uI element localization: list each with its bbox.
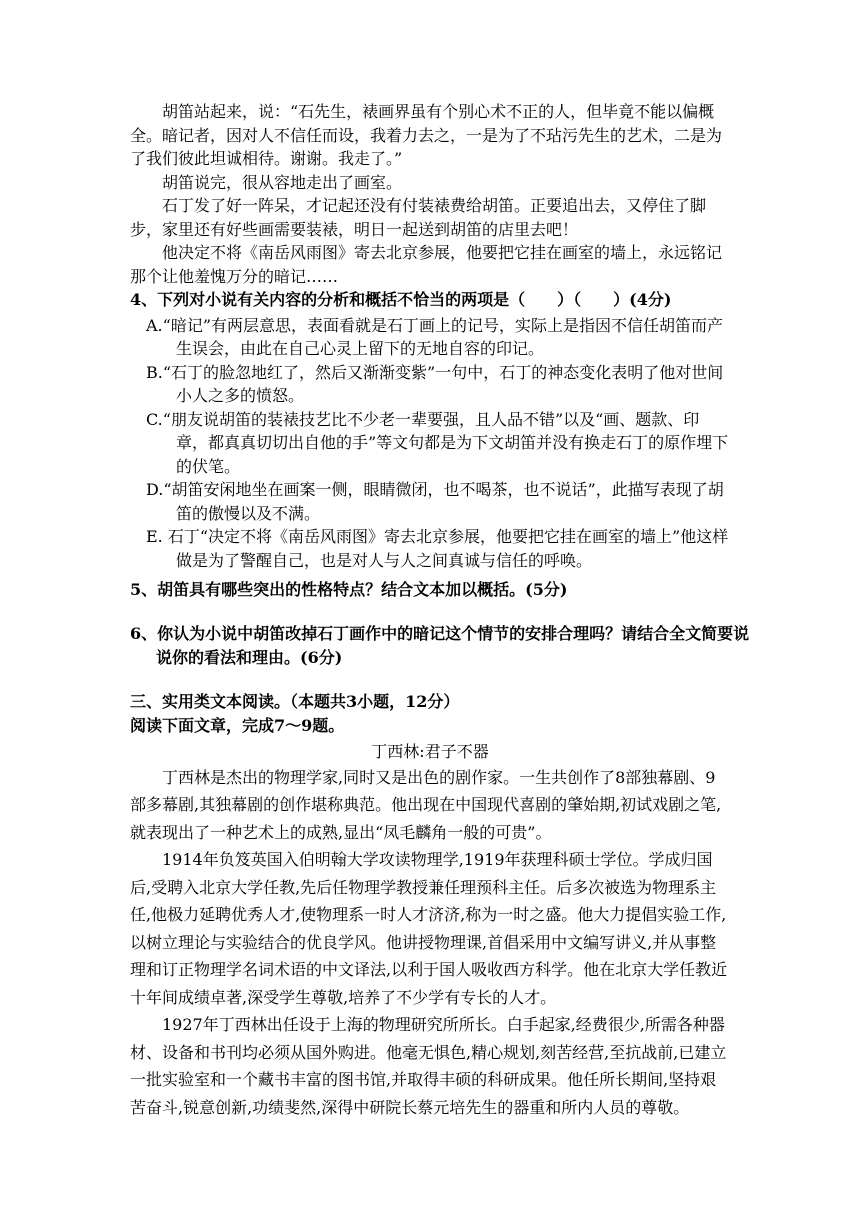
- story-paragraph: 胡笛说完，很从容地走出了画室。: [162, 172, 403, 192]
- story-paragraph: 胡笛站起来，说：“石先生，裱画界虽有个别心术不正的人，但毕竟不能以偏概全。暗记者，因对人不信任而设，我着力去之，一是为了不玷污先生的艺术，二是为了我们彼此坦诚相待。谢谢。我走了。”: [130, 102, 723, 168]
- question-5: 5、胡笛具有哪些突出的性格特点？结合文本加以概括。(5分): [130, 580, 568, 599]
- article-paragraph: 丁西林是杰出的物理学家,同时又是出色的剧作家。一生共创作了8部独幕剧、9部多幕剧,其独幕剧的创作堪称典范。他出现在中国现代喜剧的肇始期,初试戏剧之笔,就表现出了一种艺术上的成熟,显出“凤毛麟角一般的可贵”。: [130, 767, 722, 842]
- story-excerpt: [130, 100, 730, 288]
- section-3: [130, 690, 730, 1121]
- story-paragraph: 他决定不将《南岳风雨图》寄去北京参展，他要把它挂在画室的墙上，永远铭记那个让他羞愧万分的暗记……: [130, 243, 723, 286]
- section-3-instruction: 阅读下面文章，完成7～9题。: [130, 715, 345, 735]
- article-title: 丁西林:君子不器: [371, 742, 489, 761]
- option-e: E. 石丁“决定不将《南岳风雨图》寄去北京参展，他要把它挂在画室的墙上”他这样做是为了警醒自己，也是对人与人之间真诚与信任的呼唤。: [146, 527, 729, 570]
- article-paragraph: 1927年丁西林出任设于上海的物理研究所所长。白手起家,经费很少,所需各种器材、设备和书刊均必须从国外购进。他毫无惧色,精心规划,刻苦经营,至抗战前,已建立一批实验室和一个藏书丰富的图书馆,并取得丰硕的科研成果。他任所长期间,坚持艰苦奋斗,锐意创新,功绩斐然,深得中研院长蔡元培先生的器重和所内人员的尊敬。: [130, 1015, 727, 1117]
- question-4: [130, 288, 730, 572]
- section-3-heading: 三、实用类文本阅读。（本题共3小题，12分）: [130, 692, 460, 711]
- story-paragraph: 石丁发了好一阵呆，才记起还没有付装裱费给胡笛。正要追出去，又停住了脚步，家里还有好些画需要装裱，明日一起送到胡笛的店里去吧！: [130, 196, 707, 239]
- article-paragraph: 1914年负笈英国入伯明翰大学攻读物理学,1919年获理科硕士学位。学成归国后,受聘入北京大学任教,先后任物理学教授兼任理预科主任。后多次被选为物理系主任,他极力延聘优秀人才,使物理系一时人才济济,称为一时之盛。他大力提倡实验工作,以树立理论与实验结合的优良学风。他讲授物理课,首倡采用中文编写讲义,并从事整理和订正物理学名词术语的中文译法,以利于国人吸收西方科学。他在北京大学任教近十年间成绩卓著,深受学生尊敬,培养了不少学有专长的人才。: [130, 850, 728, 1007]
- option-c: C.“朋友说胡笛的装裱技艺比不少老一辈要强，且人品不错”以及“画、题款、印章，都真真切切出自他的手”等文句都是为下文胡笛并没有换走石丁的原作埋下的伏笔。: [146, 409, 729, 476]
- option-b: B.“石丁的脸忽地红了，然后又渐渐变紫”一句中，石丁的神态变化表明了他对世间小人之多的愤怒。: [146, 362, 724, 405]
- question-4-stem: 4、下列对小说有关内容的分析和概括不恰当的两项是（ ）（ ）(4分): [130, 290, 672, 309]
- option-d: D.“胡笛安闲地坐在画案一侧，眼睛微闭，也不喝茶，也不说话”，此描写表现了胡笛的傲慢以及不满。: [146, 480, 724, 523]
- option-a: A.“暗记”有两层意思，表面看就是石丁画上的记号，实际上是指因不信任胡笛而产生误会，由此在自己心灵上留下的无地自容的印记。: [146, 315, 724, 358]
- question-6: 6、你认为小说中胡笛改掉石丁画作中的暗记这个情节的安排合理吗？请结合全文简要说说你的看法和理由。(6分): [130, 624, 750, 667]
